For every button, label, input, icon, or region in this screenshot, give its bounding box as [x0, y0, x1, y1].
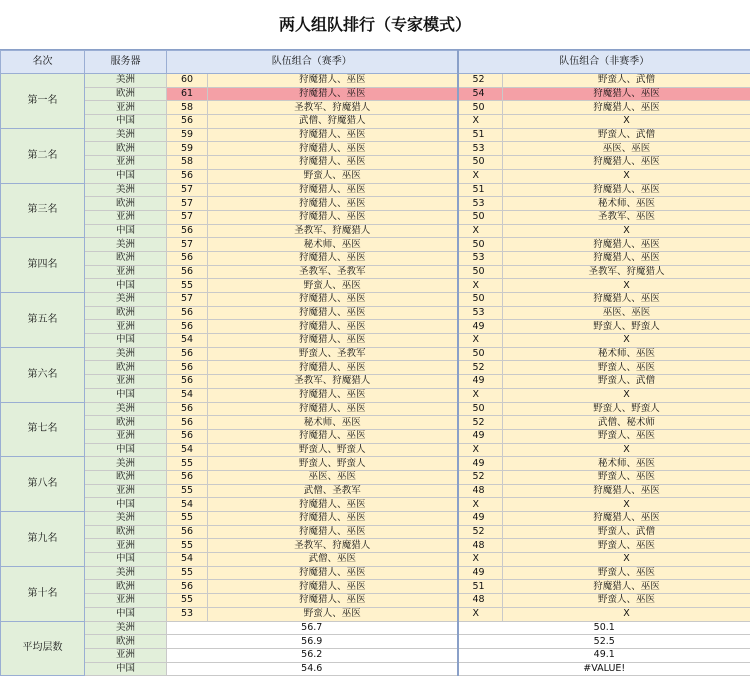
season-combo-cell[interactable]: 狩魔猎人、巫医 [208, 320, 458, 334]
rank-cell[interactable]: 第五名 [1, 293, 85, 348]
nonseason-level-cell[interactable]: 53 [458, 306, 503, 320]
nonseason-combo-cell[interactable]: X [503, 388, 750, 402]
nonseason-level-cell[interactable]: X [458, 607, 503, 621]
season-average-cell[interactable]: 56.7 [167, 621, 458, 635]
nonseason-level-cell[interactable]: 50 [458, 156, 503, 170]
server-cell[interactable]: 亚洲 [85, 320, 167, 334]
season-combo-cell[interactable]: 武僧、巫医 [208, 553, 458, 567]
table-row [1, 566, 750, 580]
server-cell[interactable]: 欧洲 [85, 470, 167, 484]
season-combo-cell[interactable]: 狩魔猎人、巫医 [208, 210, 458, 224]
nonseason-combo-cell[interactable]: 野蛮人、巫医 [503, 470, 750, 484]
season-level-cell[interactable]: 57 [167, 183, 208, 197]
table-row [1, 279, 750, 293]
season-level-cell[interactable]: 56 [167, 224, 208, 238]
nonseason-combo-cell[interactable]: 野蛮人、巫医 [503, 539, 750, 553]
server-cell[interactable]: 欧洲 [85, 635, 167, 649]
average-label-cell[interactable]: 平均层数 [1, 621, 85, 676]
nonseason-level-cell[interactable]: X [458, 498, 503, 512]
table-row [1, 594, 750, 608]
season-level-cell[interactable]: 56 [167, 429, 208, 443]
nonseason-level-cell[interactable]: 48 [458, 539, 503, 553]
nonseason-level-cell[interactable]: 50 [458, 402, 503, 416]
nonseason-combo-cell[interactable]: X [503, 334, 750, 348]
table-row [1, 156, 750, 170]
nonseason-combo-cell[interactable]: 野蛮人、巫医 [503, 566, 750, 580]
server-cell[interactable]: 亚洲 [85, 210, 167, 224]
nonseason-combo-cell[interactable]: 野蛮人、野蛮人 [503, 320, 750, 334]
table-row [1, 265, 750, 279]
season-level-cell[interactable]: 54 [167, 443, 208, 457]
header-season[interactable]: 队伍组合（赛季） [167, 51, 458, 74]
nonseason-level-cell[interactable]: 49 [458, 457, 503, 471]
season-combo-cell[interactable]: 武僧、圣教军 [208, 484, 458, 498]
season-combo-cell[interactable]: 野蛮人、圣教军 [208, 347, 458, 361]
nonseason-level-cell[interactable]: 50 [458, 293, 503, 307]
season-level-cell[interactable]: 55 [167, 512, 208, 526]
table-row [1, 607, 750, 621]
season-level-cell[interactable]: 56 [167, 580, 208, 594]
nonseason-level-cell[interactable]: 50 [458, 210, 503, 224]
season-combo-cell[interactable]: 狩魔猎人、巫医 [208, 388, 458, 402]
season-level-cell[interactable]: 56 [167, 416, 208, 430]
season-combo-cell[interactable]: 狩魔猎人、巫医 [208, 402, 458, 416]
season-combo-cell[interactable]: 狩魔猎人、巫医 [208, 183, 458, 197]
table-row [1, 101, 750, 115]
nonseason-combo-cell[interactable]: 狩魔猎人、巫医 [503, 238, 750, 252]
season-combo-cell[interactable]: 狩魔猎人、巫医 [208, 128, 458, 142]
table-row [1, 347, 750, 361]
nonseason-combo-cell[interactable]: X [503, 498, 750, 512]
nonseason-combo-cell[interactable]: 圣教军、狩魔猎人 [503, 265, 750, 279]
server-cell[interactable]: 亚洲 [85, 375, 167, 389]
nonseason-level-cell[interactable]: 52 [458, 470, 503, 484]
nonseason-level-cell[interactable]: 52 [458, 416, 503, 430]
server-cell[interactable]: 中国 [85, 334, 167, 348]
sheet-title: 两人组队排行（专家模式） [0, 0, 750, 50]
table-row [1, 169, 750, 183]
server-cell[interactable]: 欧洲 [85, 142, 167, 156]
nonseason-combo-cell[interactable]: 野蛮人、巫医 [503, 429, 750, 443]
nonseason-level-cell[interactable]: X [458, 553, 503, 567]
season-combo-cell[interactable]: 野蛮人、巫医 [208, 279, 458, 293]
nonseason-combo-cell[interactable]: 狩魔猎人、巫医 [503, 183, 750, 197]
season-average-cell[interactable]: 54.6 [167, 662, 458, 676]
nonseason-level-cell[interactable]: 51 [458, 183, 503, 197]
average-row [1, 635, 750, 649]
server-cell[interactable]: 美洲 [85, 566, 167, 580]
server-cell[interactable]: 中国 [85, 498, 167, 512]
nonseason-level-cell[interactable]: X [458, 115, 503, 129]
table-row [1, 361, 750, 375]
season-level-cell[interactable]: 56 [167, 265, 208, 279]
server-cell[interactable]: 美洲 [85, 183, 167, 197]
server-cell[interactable]: 美洲 [85, 238, 167, 252]
season-level-cell[interactable]: 56 [167, 361, 208, 375]
season-combo-cell[interactable]: 狩魔猎人、巫医 [208, 361, 458, 375]
rank-cell[interactable]: 第一名 [1, 74, 85, 129]
nonseason-combo-cell[interactable]: X [503, 224, 750, 238]
server-cell[interactable]: 亚洲 [85, 484, 167, 498]
season-combo-cell[interactable]: 狩魔猎人、巫医 [208, 197, 458, 211]
table-row [1, 525, 750, 539]
season-level-cell[interactable]: 56 [167, 320, 208, 334]
table-row [1, 142, 750, 156]
season-level-cell[interactable]: 59 [167, 128, 208, 142]
season-combo-cell[interactable]: 秘术师、巫医 [208, 416, 458, 430]
season-combo-cell[interactable]: 狩魔猎人、巫医 [208, 498, 458, 512]
server-cell[interactable]: 欧洲 [85, 580, 167, 594]
season-combo-cell[interactable]: 圣教军、狩魔猎人 [208, 375, 458, 389]
season-level-cell[interactable]: 61 [167, 87, 208, 101]
server-cell[interactable]: 亚洲 [85, 101, 167, 115]
nonseason-combo-cell[interactable]: 秘术师、巫医 [503, 197, 750, 211]
table-row [1, 539, 750, 553]
ranking-body [1, 74, 750, 676]
nonseason-level-cell[interactable]: 49 [458, 429, 503, 443]
nonseason-combo-cell[interactable]: 野蛮人、野蛮人 [503, 402, 750, 416]
rank-cell[interactable]: 第七名 [1, 402, 85, 457]
season-level-cell[interactable]: 55 [167, 279, 208, 293]
nonseason-average-cell[interactable]: #VALUE! [458, 662, 750, 676]
server-cell[interactable]: 中国 [85, 443, 167, 457]
nonseason-combo-cell[interactable]: X [503, 279, 750, 293]
nonseason-combo-cell[interactable]: 狩魔猎人、巫医 [503, 484, 750, 498]
season-combo-cell[interactable]: 狩魔猎人、巫医 [208, 142, 458, 156]
server-cell[interactable]: 美洲 [85, 293, 167, 307]
table-row [1, 498, 750, 512]
server-cell[interactable]: 中国 [85, 279, 167, 293]
server-cell[interactable]: 美洲 [85, 347, 167, 361]
nonseason-level-cell[interactable]: 52 [458, 74, 503, 88]
nonseason-level-cell[interactable]: 53 [458, 142, 503, 156]
season-combo-cell[interactable]: 狩魔猎人、巫医 [208, 512, 458, 526]
server-cell[interactable]: 亚洲 [85, 156, 167, 170]
table-row [1, 402, 750, 416]
nonseason-average-cell[interactable]: 50.1 [458, 621, 750, 635]
season-level-cell[interactable]: 55 [167, 539, 208, 553]
server-cell[interactable]: 中国 [85, 388, 167, 402]
nonseason-level-cell[interactable]: X [458, 224, 503, 238]
server-cell[interactable]: 欧洲 [85, 416, 167, 430]
header-rank[interactable]: 名次 [1, 51, 85, 74]
rank-cell[interactable]: 第十名 [1, 566, 85, 621]
season-level-cell[interactable]: 54 [167, 553, 208, 567]
season-average-cell[interactable]: 56.2 [167, 648, 458, 662]
season-combo-cell[interactable]: 圣教军、圣教军 [208, 265, 458, 279]
season-combo-cell[interactable]: 野蛮人、野蛮人 [208, 443, 458, 457]
table-row [1, 443, 750, 457]
season-combo-cell[interactable]: 狩魔猎人、巫医 [208, 251, 458, 265]
server-cell[interactable]: 亚洲 [85, 265, 167, 279]
season-combo-cell[interactable]: 狩魔猎人、巫医 [208, 525, 458, 539]
header-server[interactable]: 服务器 [85, 51, 167, 74]
nonseason-level-cell[interactable]: X [458, 443, 503, 457]
nonseason-level-cell[interactable]: 52 [458, 361, 503, 375]
ranking-table [0, 50, 750, 676]
season-combo-cell[interactable]: 狩魔猎人、巫医 [208, 594, 458, 608]
season-level-cell[interactable]: 56 [167, 375, 208, 389]
nonseason-combo-cell[interactable]: X [503, 443, 750, 457]
season-level-cell[interactable]: 56 [167, 347, 208, 361]
table-row [1, 457, 750, 471]
nonseason-level-cell[interactable]: 49 [458, 320, 503, 334]
nonseason-combo-cell[interactable]: 野蛮人、武僧 [503, 74, 750, 88]
table-row [1, 580, 750, 594]
nonseason-combo-cell[interactable]: X [503, 169, 750, 183]
nonseason-level-cell[interactable]: 48 [458, 594, 503, 608]
table-row [1, 416, 750, 430]
nonseason-level-cell[interactable]: X [458, 169, 503, 183]
nonseason-level-cell[interactable]: 52 [458, 525, 503, 539]
table-row [1, 87, 750, 101]
nonseason-combo-cell[interactable]: 野蛮人、巫医 [503, 594, 750, 608]
server-cell[interactable]: 亚洲 [85, 539, 167, 553]
nonseason-combo-cell[interactable]: 巫医、巫医 [503, 306, 750, 320]
season-level-cell[interactable]: 59 [167, 142, 208, 156]
nonseason-combo-cell[interactable]: 圣教军、巫医 [503, 210, 750, 224]
rank-cell[interactable]: 第九名 [1, 512, 85, 567]
server-cell[interactable]: 美洲 [85, 128, 167, 142]
season-combo-cell[interactable]: 狩魔猎人、巫医 [208, 580, 458, 594]
season-level-cell[interactable]: 56 [167, 251, 208, 265]
table-row [1, 320, 750, 334]
nonseason-combo-cell[interactable]: 狩魔猎人、巫医 [503, 580, 750, 594]
nonseason-combo-cell[interactable]: 秘术师、巫医 [503, 457, 750, 471]
table-row [1, 74, 750, 88]
season-combo-cell[interactable]: 武僧、狩魔猎人 [208, 115, 458, 129]
table-row [1, 115, 750, 129]
table-row [1, 375, 750, 389]
server-cell[interactable]: 欧洲 [85, 251, 167, 265]
season-level-cell[interactable]: 56 [167, 470, 208, 484]
nonseason-average-cell[interactable]: 49.1 [458, 648, 750, 662]
season-combo-cell[interactable]: 秘术师、巫医 [208, 238, 458, 252]
season-combo-cell[interactable]: 圣教军、狩魔猎人 [208, 539, 458, 553]
rank-cell[interactable]: 第二名 [1, 128, 85, 183]
table-row [1, 334, 750, 348]
season-combo-cell[interactable]: 圣教军、狩魔猎人 [208, 101, 458, 115]
table-row [1, 238, 750, 252]
nonseason-combo-cell[interactable]: 野蛮人、武僧 [503, 525, 750, 539]
table-row [1, 251, 750, 265]
server-cell[interactable]: 中国 [85, 169, 167, 183]
header-nonseason[interactable]: 队伍组合（非赛季） [458, 51, 750, 74]
server-cell[interactable]: 欧洲 [85, 197, 167, 211]
season-level-cell[interactable]: 56 [167, 115, 208, 129]
server-cell[interactable]: 亚洲 [85, 429, 167, 443]
server-cell[interactable]: 亚洲 [85, 594, 167, 608]
table-row [1, 512, 750, 526]
nonseason-level-cell[interactable]: X [458, 334, 503, 348]
table-row [1, 197, 750, 211]
season-combo-cell[interactable]: 野蛮人、巫医 [208, 169, 458, 183]
nonseason-level-cell[interactable]: 53 [458, 197, 503, 211]
season-level-cell[interactable]: 56 [167, 402, 208, 416]
season-combo-cell[interactable]: 狩魔猎人、巫医 [208, 334, 458, 348]
table-row [1, 183, 750, 197]
season-level-cell[interactable]: 56 [167, 306, 208, 320]
nonseason-level-cell[interactable]: X [458, 388, 503, 402]
rank-cell[interactable]: 第三名 [1, 183, 85, 238]
server-cell[interactable]: 美洲 [85, 402, 167, 416]
season-combo-cell[interactable]: 圣教军、狩魔猎人 [208, 224, 458, 238]
nonseason-combo-cell[interactable]: X [503, 607, 750, 621]
season-level-cell[interactable]: 57 [167, 238, 208, 252]
nonseason-level-cell[interactable]: 51 [458, 580, 503, 594]
server-cell[interactable]: 美洲 [85, 74, 167, 88]
server-cell[interactable]: 中国 [85, 224, 167, 238]
server-cell[interactable]: 欧洲 [85, 87, 167, 101]
nonseason-level-cell[interactable]: 49 [458, 512, 503, 526]
table-row [1, 128, 750, 142]
nonseason-level-cell[interactable]: 49 [458, 566, 503, 580]
season-level-cell[interactable]: 54 [167, 498, 208, 512]
server-cell[interactable]: 中国 [85, 115, 167, 129]
table-row [1, 484, 750, 498]
server-cell[interactable]: 欧洲 [85, 525, 167, 539]
nonseason-average-cell[interactable]: 52.5 [458, 635, 750, 649]
server-cell[interactable]: 中国 [85, 662, 167, 676]
nonseason-level-cell[interactable]: 54 [458, 87, 503, 101]
average-row [1, 621, 750, 635]
season-level-cell[interactable]: 53 [167, 607, 208, 621]
season-level-cell[interactable]: 55 [167, 566, 208, 580]
nonseason-level-cell[interactable]: 49 [458, 375, 503, 389]
nonseason-level-cell[interactable]: 51 [458, 128, 503, 142]
season-level-cell[interactable]: 56 [167, 525, 208, 539]
nonseason-combo-cell[interactable]: 野蛮人、武僧 [503, 128, 750, 142]
header-row [1, 51, 750, 74]
average-row [1, 648, 750, 662]
nonseason-combo-cell[interactable]: 巫医、巫医 [503, 142, 750, 156]
table-row [1, 306, 750, 320]
rank-cell[interactable]: 第六名 [1, 347, 85, 402]
season-level-cell[interactable]: 56 [167, 169, 208, 183]
season-combo-cell[interactable]: 狩魔猎人、巫医 [208, 306, 458, 320]
season-level-cell[interactable]: 55 [167, 594, 208, 608]
nonseason-combo-cell[interactable]: 狩魔猎人、巫医 [503, 251, 750, 265]
season-combo-cell[interactable]: 狩魔猎人、巫医 [208, 87, 458, 101]
server-cell[interactable]: 美洲 [85, 457, 167, 471]
season-combo-cell[interactable]: 狩魔猎人、巫医 [208, 156, 458, 170]
server-cell[interactable]: 中国 [85, 607, 167, 621]
rank-cell[interactable]: 第八名 [1, 457, 85, 512]
nonseason-level-cell[interactable]: 48 [458, 484, 503, 498]
table-row [1, 224, 750, 238]
table-row [1, 553, 750, 567]
nonseason-combo-cell[interactable]: 武僧、秘术师 [503, 416, 750, 430]
nonseason-combo-cell[interactable]: X [503, 553, 750, 567]
season-average-cell[interactable]: 56.9 [167, 635, 458, 649]
season-level-cell[interactable]: 57 [167, 197, 208, 211]
nonseason-combo-cell[interactable]: 狩魔猎人、巫医 [503, 87, 750, 101]
season-level-cell[interactable]: 57 [167, 210, 208, 224]
server-cell[interactable]: 美洲 [85, 621, 167, 635]
season-level-cell[interactable]: 57 [167, 293, 208, 307]
nonseason-level-cell[interactable]: 50 [458, 101, 503, 115]
nonseason-level-cell[interactable]: 50 [458, 347, 503, 361]
nonseason-combo-cell[interactable]: X [503, 115, 750, 129]
season-combo-cell[interactable]: 狩魔猎人、巫医 [208, 429, 458, 443]
table-row [1, 210, 750, 224]
nonseason-combo-cell[interactable]: 狩魔猎人、巫医 [503, 156, 750, 170]
server-cell[interactable]: 欧洲 [85, 306, 167, 320]
nonseason-combo-cell[interactable]: 野蛮人、巫医 [503, 361, 750, 375]
season-level-cell[interactable]: 55 [167, 484, 208, 498]
nonseason-level-cell[interactable]: X [458, 279, 503, 293]
server-cell[interactable]: 亚洲 [85, 648, 167, 662]
season-combo-cell[interactable]: 狩魔猎人、巫医 [208, 74, 458, 88]
rank-cell[interactable]: 第四名 [1, 238, 85, 293]
season-combo-cell[interactable]: 野蛮人、巫医 [208, 607, 458, 621]
average-row [1, 662, 750, 676]
season-level-cell[interactable]: 54 [167, 334, 208, 348]
nonseason-combo-cell[interactable]: 野蛮人、武僧 [503, 375, 750, 389]
season-level-cell[interactable]: 58 [167, 101, 208, 115]
nonseason-level-cell[interactable]: 50 [458, 265, 503, 279]
table-row [1, 429, 750, 443]
nonseason-level-cell[interactable]: 53 [458, 251, 503, 265]
nonseason-combo-cell[interactable]: 狩魔猎人、巫医 [503, 293, 750, 307]
table-row [1, 470, 750, 484]
season-combo-cell[interactable]: 野蛮人、野蛮人 [208, 457, 458, 471]
season-combo-cell[interactable]: 狩魔猎人、巫医 [208, 566, 458, 580]
season-level-cell[interactable]: 60 [167, 74, 208, 88]
season-level-cell[interactable]: 58 [167, 156, 208, 170]
season-combo-cell[interactable]: 巫医、巫医 [208, 470, 458, 484]
table-row [1, 388, 750, 402]
season-level-cell[interactable]: 54 [167, 388, 208, 402]
season-level-cell[interactable]: 55 [167, 457, 208, 471]
nonseason-combo-cell[interactable]: 狩魔猎人、巫医 [503, 101, 750, 115]
table-row [1, 293, 750, 307]
server-cell[interactable]: 欧洲 [85, 361, 167, 375]
server-cell[interactable]: 中国 [85, 553, 167, 567]
nonseason-level-cell[interactable]: 50 [458, 238, 503, 252]
server-cell[interactable]: 美洲 [85, 512, 167, 526]
nonseason-combo-cell[interactable]: 狩魔猎人、巫医 [503, 512, 750, 526]
nonseason-combo-cell[interactable]: 秘术师、巫医 [503, 347, 750, 361]
season-combo-cell[interactable]: 狩魔猎人、巫医 [208, 293, 458, 307]
